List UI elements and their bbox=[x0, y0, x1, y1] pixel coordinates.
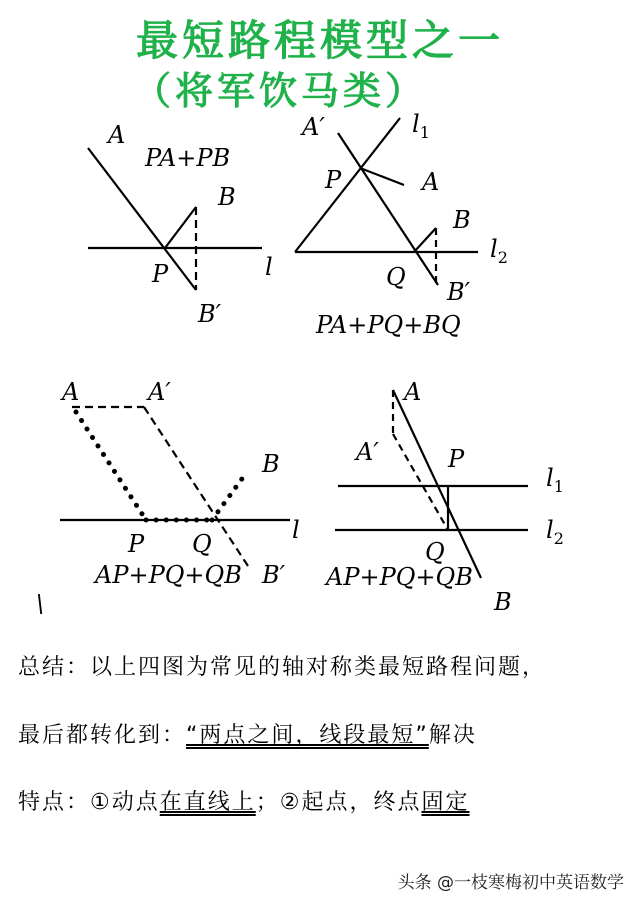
title-line-2: （将军饮马类） bbox=[132, 69, 427, 113]
fig1-label-l: l bbox=[265, 253, 273, 281]
summary-line-3-mid: ；②起点，终点 bbox=[255, 790, 422, 815]
fig3-label-l: l bbox=[292, 516, 300, 544]
fig2-label-B: B bbox=[453, 206, 471, 234]
fig3-label-P: P bbox=[128, 530, 145, 558]
fig1-segment-PB bbox=[165, 207, 196, 248]
summary-line-1: 总结：以上四图为常见的轴对称类最短路程问题， bbox=[18, 655, 547, 680]
fig1-label-B-prime: B′ bbox=[198, 300, 222, 328]
fig4-label-l1: $l_1$ bbox=[546, 464, 564, 496]
summary-line-2 bbox=[18, 718, 477, 749]
fig4-label-l2: $l_2$ bbox=[546, 516, 564, 548]
fig2-label-Q: Q bbox=[386, 263, 406, 291]
fig3-path-AP bbox=[76, 412, 146, 520]
fig3-label-B: B bbox=[262, 450, 280, 478]
figure-3 bbox=[60, 407, 290, 566]
fig4-label-B: B bbox=[494, 588, 512, 616]
fig2-label-B-prime: B′ bbox=[447, 278, 471, 306]
fig1-formula: PA+PB bbox=[145, 144, 231, 172]
summary-fixed: 固定 bbox=[421, 790, 470, 815]
fig2-formula: PA+PQ+BQ bbox=[316, 311, 461, 339]
fig4-label-Q: Q bbox=[425, 538, 445, 566]
fig1-label-A: A bbox=[108, 121, 126, 149]
fig2-label-A: A bbox=[422, 168, 440, 196]
summary-line-2-start: 最后都转化到： bbox=[18, 723, 187, 748]
fig1-label-B: B bbox=[218, 183, 236, 211]
fig3-formula: AP+PQ+QB bbox=[95, 561, 242, 589]
stray-backslash: \ bbox=[36, 590, 45, 618]
fig4-formula: AP+PQ+QB bbox=[326, 563, 473, 591]
summary-line-3 bbox=[18, 785, 470, 816]
footer-watermark: 头条 @一枝寒梅初中英语数学 bbox=[397, 873, 624, 893]
fig2-label-l1: $l_1$ bbox=[412, 110, 430, 142]
fig3-label-B-prime: B′ bbox=[262, 561, 286, 589]
fig2-segment-QB bbox=[414, 228, 436, 252]
summary-line-3-start: 特点：①动点 bbox=[18, 790, 160, 815]
fig1-label-P: P bbox=[152, 260, 169, 288]
fig2-label-P: P bbox=[325, 166, 342, 194]
fig3-path-QB bbox=[212, 476, 244, 520]
title-line-1: 最短路程模型之一 bbox=[135, 16, 504, 65]
fig4-label-A-prime: A′ bbox=[356, 438, 379, 466]
fig4-label-P: P bbox=[448, 445, 465, 473]
fig4-label-A: A bbox=[404, 378, 422, 406]
summary-line-2-end: 解决 bbox=[428, 723, 477, 748]
fig2-label-l2: $l_2$ bbox=[490, 235, 508, 267]
fig3-label-A: A bbox=[62, 378, 80, 406]
figure-2 bbox=[295, 118, 478, 285]
summary-quote: “两点之间，线段最短” bbox=[186, 723, 429, 748]
fig3-label-Q: Q bbox=[192, 530, 212, 558]
summary-on-line: 在直线上 bbox=[159, 790, 256, 815]
fig3-label-A-prime: A′ bbox=[148, 378, 171, 406]
fig2-label-A-prime: A′ bbox=[302, 113, 325, 141]
